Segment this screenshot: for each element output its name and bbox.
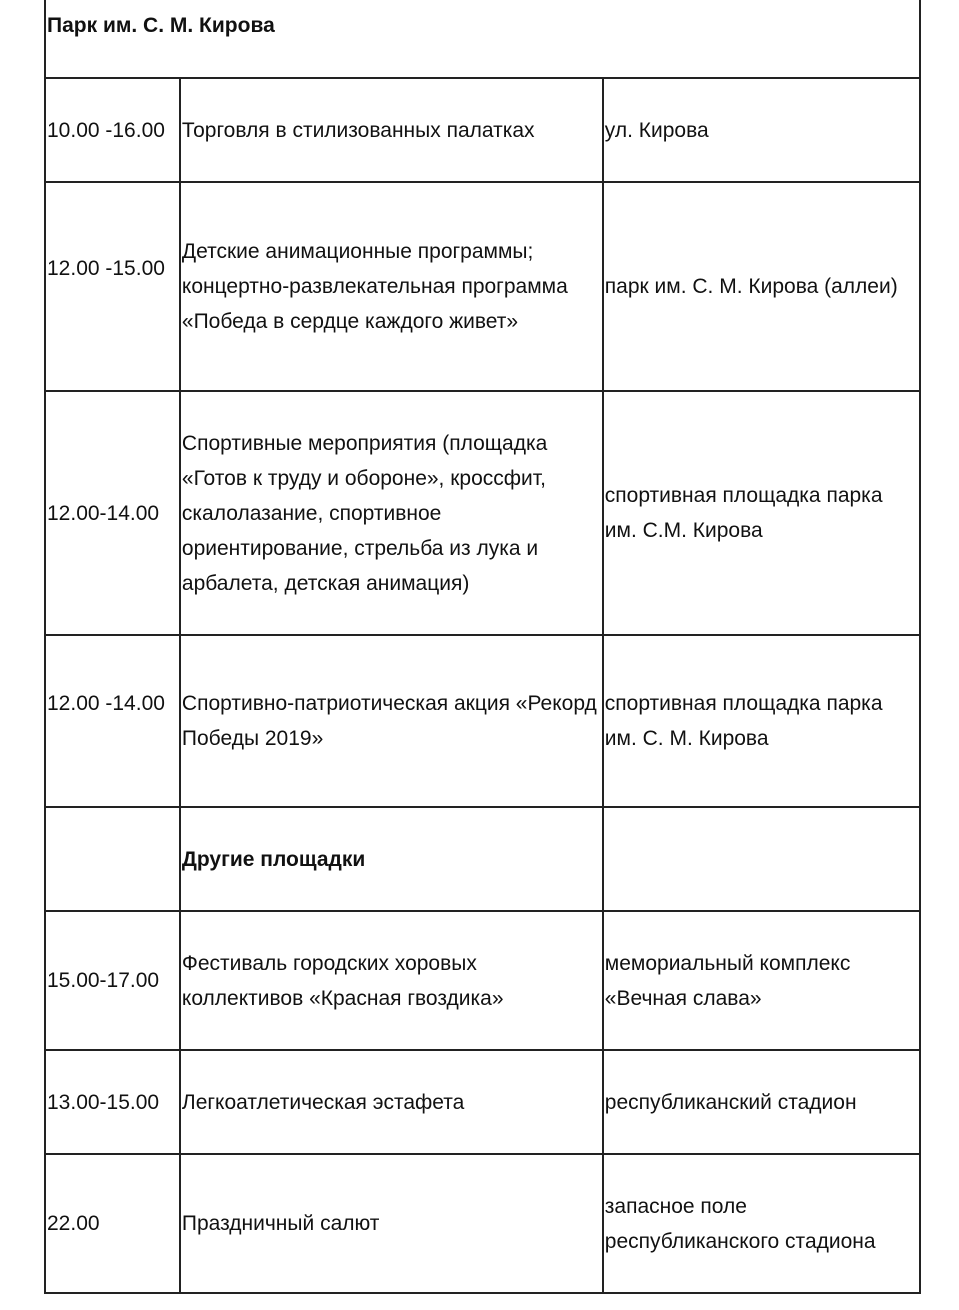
table-row — [45, 635, 920, 807]
table-row — [45, 1154, 920, 1293]
time-cell: 22.00 — [45, 1154, 180, 1293]
time-cell: 15.00-17.00 — [45, 911, 180, 1050]
place-cell: ул. Кирова — [603, 78, 920, 182]
section-title-other: Другие площадки — [180, 807, 603, 911]
time-cell: 10.00 -16.00 — [45, 78, 180, 182]
event-cell: Спортивно-патриотическая акция «Рекорд Победы 2019» — [180, 635, 603, 807]
table-row — [45, 911, 920, 1050]
place-cell: спортивная площадка парка им. С. М. Кирова — [603, 635, 920, 807]
table-row — [45, 78, 920, 182]
event-cell: Легкоатлетическая эстафета — [180, 1050, 603, 1154]
time-cell: 12.00 -14.00 — [47, 691, 165, 715]
section-title-park: Парк им. С. М. Кирова — [45, 0, 920, 78]
place-cell: мемориальный комплекс «Вечная слава» — [603, 911, 920, 1050]
place-cell: запасное поле республиканского стадиона — [603, 1154, 920, 1293]
time-cell: 12.00-14.00 — [45, 391, 180, 635]
place-cell: республиканский стадион — [603, 1050, 920, 1154]
event-cell: Детские анимационные программы; концертно-развлекательная программа «Победа в сердце каждого живет» — [180, 182, 603, 391]
event-cell: Торговля в стилизованных палатках — [180, 78, 603, 182]
schedule-table — [44, 0, 921, 1294]
table-row — [45, 182, 920, 391]
time-cell: 12.00 -15.00 — [47, 257, 165, 280]
place-cell: спортивная площадка парка им. С.М. Кирова — [603, 391, 920, 635]
table-row — [45, 391, 920, 635]
event-cell: Фестиваль городских хоровых коллективов «Красная гвоздика» — [180, 911, 603, 1050]
place-cell: парк им. С. М. Кирова (аллеи) — [603, 182, 920, 391]
event-cell: Праздничный салют — [180, 1154, 603, 1293]
table-row — [45, 1050, 920, 1154]
time-cell: 13.00-15.00 — [45, 1050, 180, 1154]
section-header-row — [45, 807, 920, 911]
section-header-row — [45, 0, 920, 78]
event-cell: Спортивные мероприятия (площадка «Готов к труду и обороне», кроссфит, скалолазание, спортивное ориентирование, стрельба из лука и арбалета, детская анимация) — [180, 391, 603, 635]
